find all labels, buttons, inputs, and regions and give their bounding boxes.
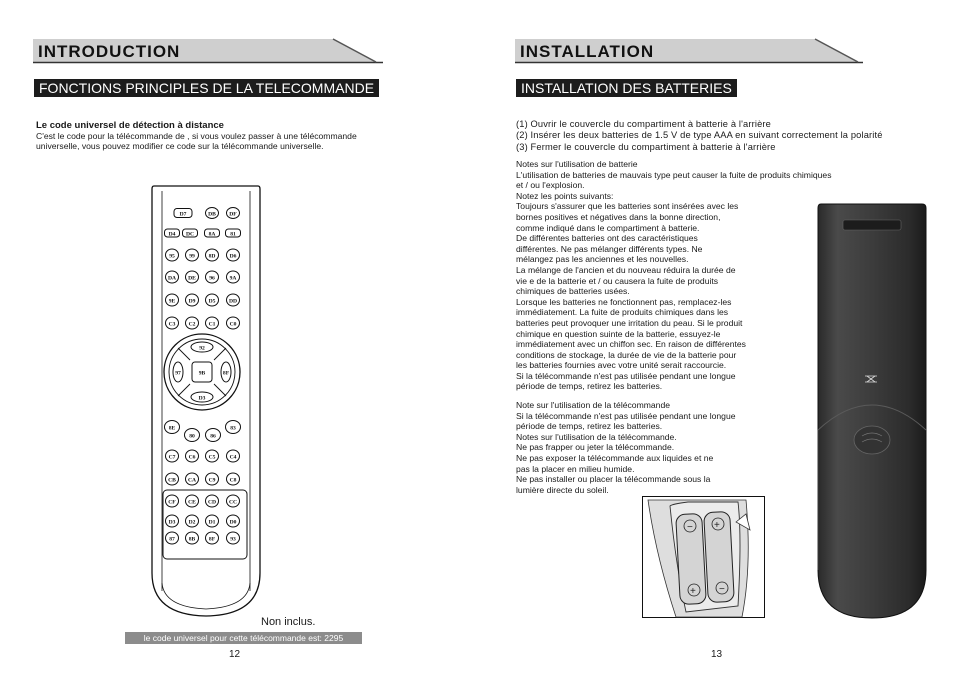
- svg-text:+: +: [714, 520, 720, 531]
- key-label: D3: [168, 519, 176, 526]
- key-label: C2: [188, 321, 196, 328]
- install-step-2: (2) Insérer les deux batteries de 1.5 V de type AAA en suivant correctement la polarité: [516, 130, 883, 141]
- battery-note-line: période de temps, retirez les batteries.: [516, 381, 663, 392]
- key-label: C1: [208, 321, 216, 328]
- battery-note-line: immédiatement. La fuite de produits chimiques dans les: [516, 307, 729, 318]
- svg-text:−: −: [719, 584, 725, 595]
- battery-drawing: [642, 496, 765, 618]
- battery-note-line: conditions de stockage, la durée de vie de la batterie pour: [516, 349, 737, 360]
- key-label: C5: [208, 454, 216, 461]
- key-label: 87: [169, 536, 175, 543]
- key-label: 86: [210, 433, 216, 440]
- left-header-banner: [33, 38, 383, 64]
- universal-code-bar: le code universel pour cette télécommande est: 2295: [125, 632, 362, 644]
- key-label: CE: [188, 499, 196, 506]
- nav-key-label: 92: [199, 345, 205, 352]
- key-label: D5: [208, 298, 216, 305]
- battery-note-line: les batteries fournies avec votre unité serait raccourcie.: [516, 360, 727, 371]
- svg-text:−: −: [687, 522, 693, 533]
- left-page-number: 12: [229, 649, 241, 660]
- key-label: C7: [168, 454, 176, 461]
- key-label: 99: [189, 253, 195, 260]
- battery-note-line: comme indiqué dans le compartiment à batterie.: [516, 222, 700, 233]
- battery-compartment-illustration: [642, 496, 765, 618]
- remote-back-illustration: [815, 200, 928, 620]
- nav-key-label: 8F: [222, 370, 230, 377]
- install-step-3: (3) Fermer le couvercle du compartiment à batterie à l'arrière: [516, 141, 776, 152]
- battery-note-line: Lorsque les batteries ne fonctionnent pas, remplacez-les: [516, 296, 732, 307]
- battery-note-line: et / ou l'explosion.: [516, 180, 585, 191]
- key-label: C6: [188, 454, 196, 461]
- remote-note-line: Ne pas frapper ou jeter la télécommande.: [516, 442, 675, 453]
- battery-note-line: mélangez pas les anciennes et les nouvelles.: [516, 254, 689, 265]
- key-label: 9E: [168, 298, 176, 305]
- key-label: CC: [228, 499, 238, 506]
- key-label: 83: [230, 425, 236, 432]
- battery-note-line: L'utilisation de batteries de mauvais type peut causer la fuite de produits chimiques: [516, 169, 832, 180]
- key-label: C3: [168, 321, 176, 328]
- remote-note-line: Ne pas exposer la télécommande aux liquides et ne: [516, 452, 714, 463]
- install-steps: [516, 119, 883, 153]
- key-label: 9A: [229, 275, 237, 282]
- right-section-bar: INSTALLATION DES BATTERIES: [516, 79, 737, 97]
- key-label: 95: [169, 253, 175, 260]
- key-label: 8B: [188, 536, 196, 543]
- key-label: 93: [230, 536, 236, 543]
- battery-notes: [516, 159, 832, 392]
- svg-text:+: +: [690, 586, 696, 597]
- remote-note-line: Note sur l'utilisation de la télécommande: [516, 400, 671, 410]
- remote-note-line: pas la placer en milieu humide.: [516, 463, 635, 474]
- battery-note-line: vie e de la batterie et / ou causera la fuite de produits: [516, 275, 719, 286]
- left-section-bar: FONCTIONS PRINCIPLES DE LA TELECOMMANDE: [34, 79, 379, 97]
- remote-outline: [150, 183, 262, 623]
- key-label: D2: [188, 519, 196, 526]
- key-label: 8F: [208, 536, 216, 543]
- battery-note-line: Notez les points suivants:: [516, 190, 614, 201]
- battery-note-line: Toujours s'assurer que les batteries sont insérées avec les: [516, 201, 739, 212]
- key-label: C0: [229, 321, 237, 328]
- battery-note-line: différentes. Ne pas mélanger différents types. Ne: [516, 243, 703, 254]
- remote-note-line: Si la télécommande n'est pas utilisée pendant une longue: [516, 410, 736, 421]
- battery-note-line: Notes sur l'utilisation de batterie: [516, 159, 638, 169]
- key-label: C9: [208, 477, 216, 484]
- remote-back-drawing: [815, 200, 928, 620]
- code-section-title: Le code universel de détection à distance: [36, 120, 224, 131]
- left-page-title: INTRODUCTION: [38, 42, 181, 61]
- key-label: DD: [228, 298, 238, 305]
- remote-note-line: période de temps, retirez les batteries.: [516, 421, 663, 432]
- battery-note-line: bornes positives et négatives dans la bonne direction,: [516, 211, 721, 222]
- nav-key-label: D3: [198, 395, 206, 402]
- remote-notes: [516, 400, 736, 495]
- battery-note-line: La mélange de l'ancien et du nouveau réduira la durée de: [516, 264, 736, 275]
- key-label: 96: [209, 275, 215, 282]
- remote-note-line: lumière directe du soleil.: [516, 484, 609, 495]
- battery-note-line: immédiatement avec un chiffon sec. En raison de différentes: [516, 339, 746, 350]
- nav-key-label: 9B: [198, 370, 206, 377]
- key-label: D1: [208, 519, 216, 526]
- right-page-number: 13: [711, 649, 723, 660]
- right-header-banner: [515, 38, 865, 64]
- battery-note-line: chimique en question suinte de la batterie, essuyez-le: [516, 328, 721, 339]
- key-label: DE: [188, 275, 196, 282]
- not-included-note: Non inclus.: [261, 616, 316, 628]
- key-label: DB: [208, 211, 216, 218]
- key-label: D9: [188, 298, 196, 305]
- key-label: 8A: [208, 231, 216, 238]
- key-label: D7: [179, 211, 187, 218]
- key-label: D0: [229, 519, 237, 526]
- key-label: D4: [168, 231, 176, 238]
- remote-note-line: Notes sur l'utilisation de la télécommande.: [516, 431, 677, 442]
- key-label: 80: [189, 433, 195, 440]
- battery-note-line: chimiques de batteries usées.: [516, 286, 630, 297]
- remote-control-diagram: [150, 183, 262, 623]
- key-label: C4: [229, 454, 237, 461]
- key-label: 8D: [208, 253, 216, 260]
- key-label: CD: [207, 499, 217, 506]
- key-label: 8E: [168, 425, 176, 432]
- battery-note-line: Si la télécommande n'est pas utilisée pendant une longue: [516, 370, 736, 381]
- key-label: DF: [229, 211, 237, 218]
- code-section-line2: universelle, vous pouvez modifier ce code sur la télécommande universelle.: [36, 141, 324, 151]
- key-label: C8: [229, 477, 237, 484]
- key-label: 81: [230, 231, 236, 238]
- nav-key-label: 97: [175, 370, 181, 377]
- battery-note-line: De différentes batteries ont des caractéristiques: [516, 233, 698, 244]
- key-label: DA: [167, 275, 177, 282]
- code-section-line1: C'est le code pour la télécommande de , si vous voulez passer à une télécommande: [36, 131, 357, 141]
- right-page-title: INSTALLATION: [520, 42, 655, 61]
- remote-note-line: Ne pas installer ou placer la télécommande sous la: [516, 474, 711, 485]
- key-label: CF: [168, 499, 176, 506]
- key-label: DC: [185, 231, 195, 238]
- key-label: CA: [187, 477, 197, 484]
- battery-note-line: batteries peut provoquer une irritation du peau. Si le produit: [516, 317, 743, 328]
- key-label: CB: [168, 477, 176, 484]
- install-step-1: (1) Ouvrir le couvercle du compartiment à batterie à l'arrière: [516, 119, 771, 129]
- key-label: D6: [229, 253, 237, 260]
